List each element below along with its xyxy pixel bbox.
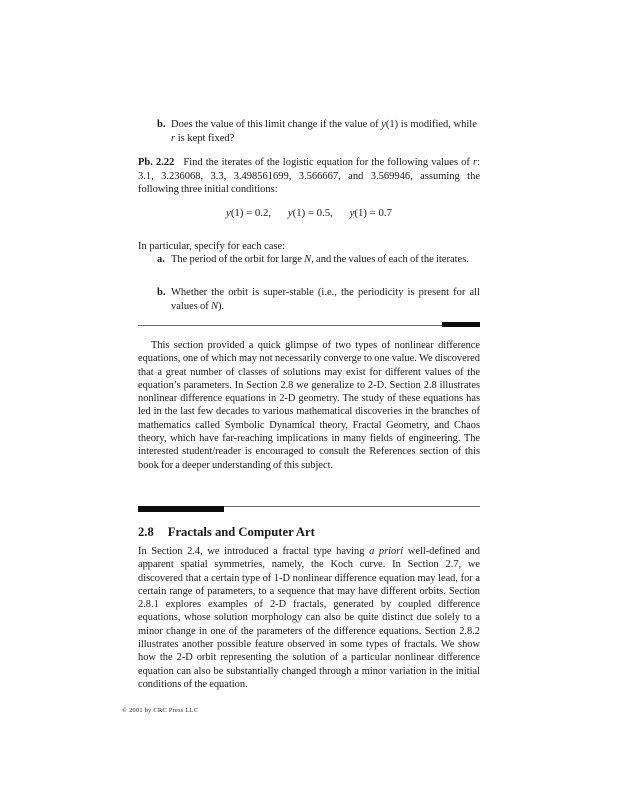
list-item-limit-question (138, 118, 480, 145)
variable-r: r (171, 132, 176, 144)
equation-term (288, 207, 333, 219)
problem-number: Pb. 2.22 (138, 157, 175, 168)
text-segment: , and the values of each of the iterates. (311, 254, 469, 265)
equation-value: (1) = 0.7 (354, 207, 392, 219)
specify-intro: In particular, specify for each case: (138, 241, 286, 252)
equation-term (226, 207, 271, 219)
variable-N: N (211, 300, 219, 312)
problem-statement (138, 156, 480, 197)
variable-y: y (381, 119, 386, 130)
text-segment: Does the value of this limit change if the value of (171, 119, 382, 130)
divider-bar (138, 506, 224, 512)
latin-phrase: a priori (369, 546, 404, 557)
copyright-notice: © 2001 by CRC Press LLC (122, 707, 199, 714)
text-segment: (1) is modified, while (385, 119, 477, 130)
variable-y: y (287, 207, 293, 219)
section-paragraph (138, 545, 480, 691)
summary-paragraph: This section provided a quick glimpse of two types of nonlinear difference equations, one of which may not necessarily converge to one value. We discovered that a great number of classes of solutions may exist for different values of the equation’s parameters. In Section 2.8 we generalize to 2-D. Section 2.8 illustrates nonlinear difference equations in 2-D geometry. The study of these equations has led in the last few decades to various mathematical discoveries in the branches of mathematics called Symbolic Dynamical theory, Fractal Geometry, and Chaos theory, which have far-reaching implications in many fields of engineering. The interested student/reader is encouraged to consult the References section of this book for a deeper understanding of this subject. (138, 340, 480, 471)
variable-r: r (473, 157, 478, 168)
divider-bar (442, 322, 480, 327)
divider-line (138, 325, 480, 326)
equation-value: (1) = 0.2, (230, 207, 272, 219)
section-title: Fractals and Computer Art (167, 525, 315, 539)
section-divider-rule (138, 322, 480, 329)
text-segment: Find the iterates of the logistic equation for the following values of (183, 157, 473, 168)
text-segment: In Section 2.4, we introduced a fractal type having (138, 546, 370, 557)
text-segment: well-defined and apparent spatial symmetries, namely, the Koch curve. In Section 2.7, we discovered that a certain type of 1-D nonlinear difference equation may lead, for a certain range of parameters, to a sequence that may have different orbits. Section 2.8.1 explores examples of 2-D fractals, generated by coupled difference equations, whose solution morphology can also be quite distinct due solely to a minor change in one of the parameters of the difference equations. Section 2.8.2 illustrates another possible feature observed in some types of fractals. We show how the 2-D orbit representing the solution of a particular nonlinear difference equation can also be substantially changed through a minor variation in the initial conditions of the equation. (138, 546, 480, 690)
text-segment: The period of the orbit for large (171, 254, 305, 265)
text-segment: : 3.1, 3.236068, 3.3, 3.498561699, 3.566667, and 3.569946, assuming the following three initial conditions: (138, 157, 481, 195)
list-item-case-a (138, 253, 480, 267)
text-segment: is kept fixed? (175, 132, 235, 144)
variable-y: y (226, 207, 231, 219)
list-item-text (171, 119, 477, 144)
list-item-label: b. (157, 119, 166, 130)
section-number: 2.8 (138, 525, 154, 539)
variable-N: N (304, 254, 312, 265)
list-item-text (171, 254, 469, 265)
equation-initial-conditions (138, 207, 480, 221)
variable-y: y (349, 207, 355, 219)
list-item-label: b. (157, 287, 166, 298)
list-item-label: a. (157, 254, 165, 265)
section-heading-rule (138, 505, 480, 512)
text-segment: Whether the orbit is super-stable (i.e., the periodicity is present for all values of (171, 287, 480, 312)
equation-term (350, 207, 392, 219)
list-item-case-b (138, 286, 480, 313)
text-segment: ). (218, 300, 225, 312)
section-heading (138, 525, 480, 540)
equation-value: (1) = 0.5, (292, 207, 333, 219)
list-item-text (171, 287, 480, 312)
